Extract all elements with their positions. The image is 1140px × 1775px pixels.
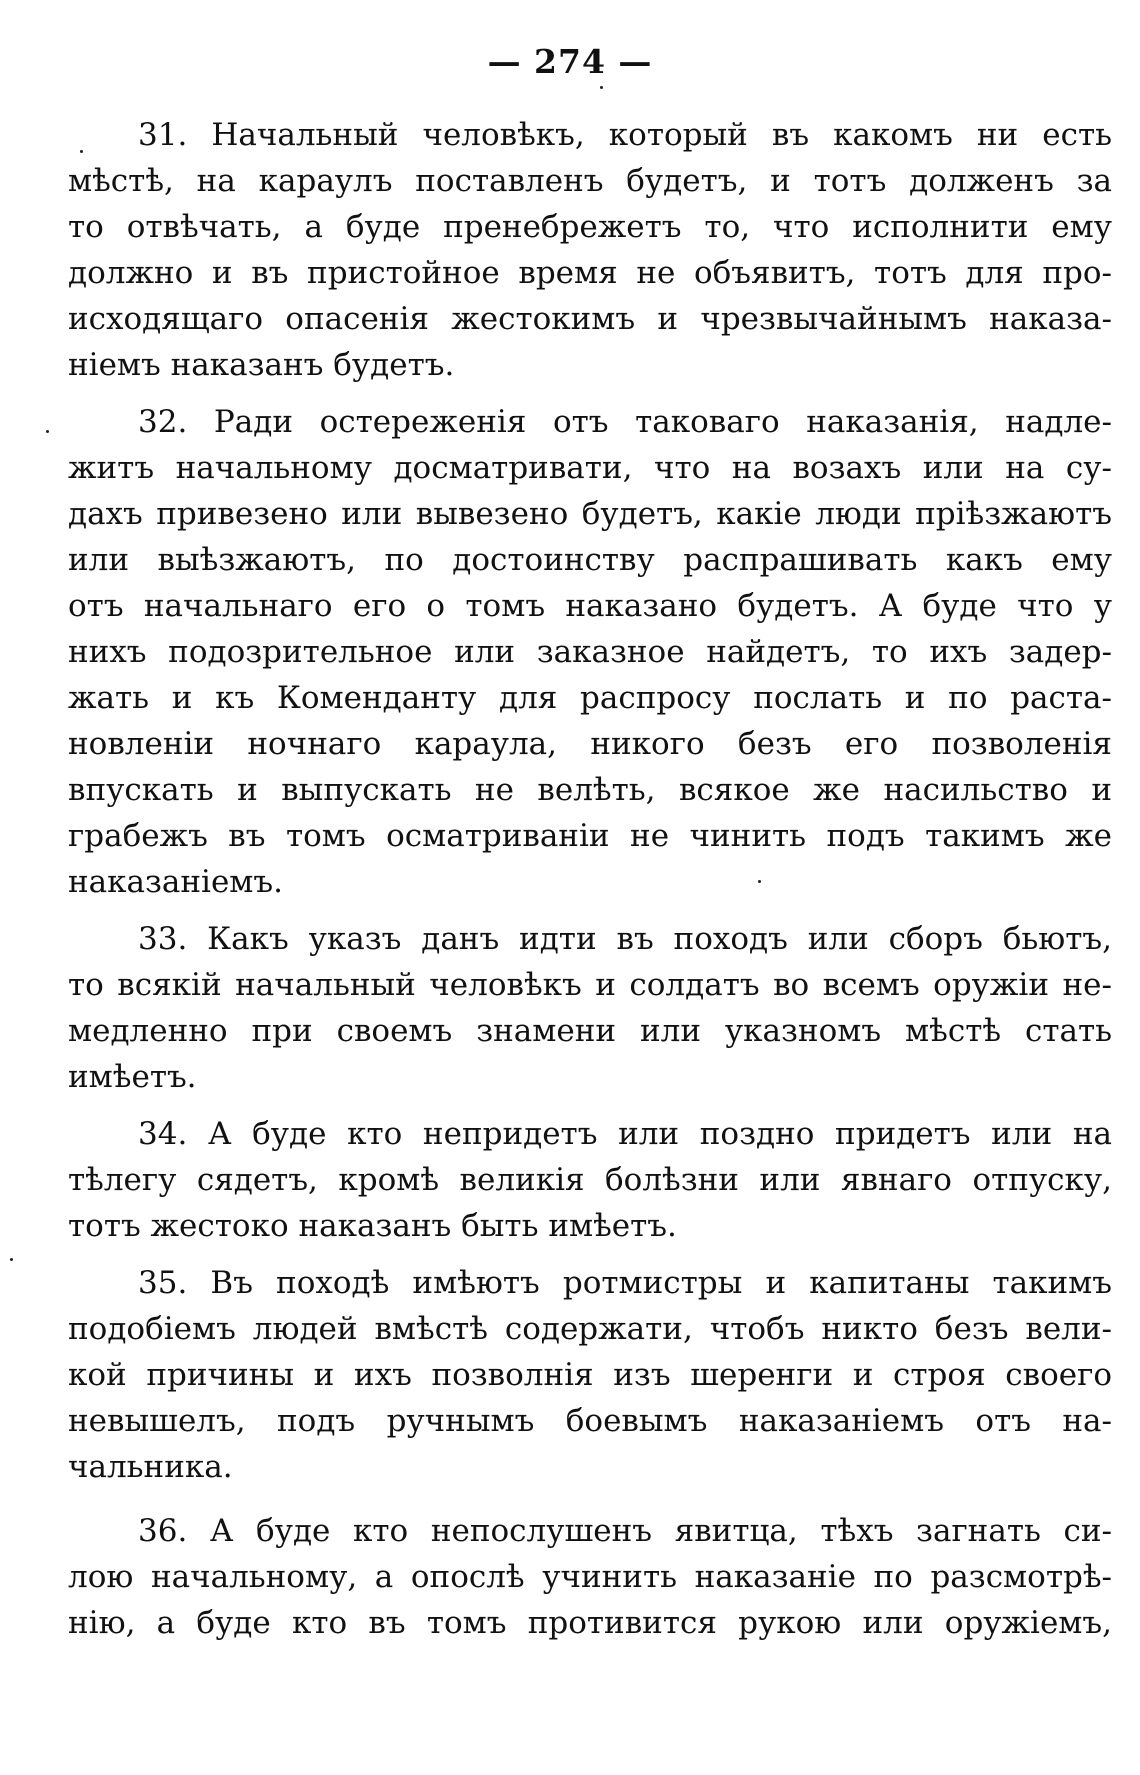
ink-speck (600, 86, 603, 89)
text-line: ніемъ наказанъ будетъ. (68, 347, 455, 383)
text-line: или выѣзжаютъ, по достоинству распрашивать какъ ему (68, 542, 1112, 578)
text-line: дахъ привезено или вывезено будетъ, какіе люди пріѣзжаютъ (68, 496, 1112, 532)
text-line: невышелъ, подъ ручнымъ боевымъ наказаніемъ отъ на- (68, 1403, 1112, 1439)
text-line: 35. Въ походѣ имѣютъ ротмистры и капитаны такимъ (138, 1265, 1112, 1301)
text-line: чальника. (68, 1449, 233, 1485)
text-line: имѣетъ. (68, 1059, 197, 1095)
page-number: — 274 — (487, 42, 653, 81)
article-35 (68, 1260, 1112, 1490)
ink-speck (80, 150, 83, 153)
body-text (68, 112, 1112, 1657)
text-line: исходящаго опасенія жестокимъ и чрезвычайнымъ наказа- (68, 301, 1112, 337)
text-line: 33. Какъ указъ данъ идти въ походъ или сборъ бьютъ, (138, 921, 1112, 957)
text-line: житъ начальному досматривати, что на возахъ или на су- (68, 450, 1112, 486)
text-line: отъ начальнаго его о томъ наказано будетъ. А буде что у (68, 588, 1112, 624)
text-line: тотъ жестоко наказанъ быть имѣетъ. (68, 1208, 677, 1244)
text-line: кой причины и ихъ позволнія изъ шеренги и строя своего (68, 1357, 1112, 1393)
text-line: 36. А буде кто непослушенъ явитца, тѣхъ загнать си- (138, 1513, 1112, 1549)
text-line: нію, а буде кто въ томъ противится рукою или оружіемъ, (68, 1605, 1112, 1641)
text-line: нихъ подозрительное или заказное найдетъ, то ихъ задер- (68, 634, 1112, 670)
article-31 (68, 112, 1112, 388)
text-line: 31. Начальный человѣкъ, который въ какомъ ни есть (138, 117, 1112, 153)
text-line: наказаніемъ. (68, 864, 284, 900)
ink-speck (10, 1258, 13, 1261)
text-line: тѣлегу сядетъ, кромѣ великія болѣзни или явнаго отпуску, (68, 1162, 1112, 1198)
text-line: впускать и выпускать не велѣть, всякое же насильство и (68, 772, 1112, 808)
text-line: жать и къ Коменданту для распросу послать и по растa- (68, 680, 1112, 716)
text-line: мѣстѣ, на караулъ поставленъ будетъ, и тотъ долженъ за (68, 163, 1112, 199)
text-line: то всякій начальный человѣкъ и солдатъ во всемъ оружіи не- (68, 967, 1112, 1003)
text-line: 32. Ради остереженія отъ таковаго наказанія, надле- (138, 404, 1112, 440)
text-line: то отвѣчать, а буде пренебрежетъ то, что исполнити ему (68, 209, 1112, 245)
article-33 (68, 916, 1112, 1100)
article-32 (68, 399, 1112, 905)
article-36 (68, 1508, 1112, 1646)
article-34 (68, 1111, 1112, 1249)
text-line: лою начальному, а опослѣ учинить наказаніе по разсмотрѣ- (68, 1559, 1112, 1595)
text-line: грабежъ въ томъ осматриваніи не чинить подъ такимъ же (68, 818, 1112, 854)
text-line: подобіемъ людей вмѣстѣ содержати, чтобъ никто безъ вели- (68, 1311, 1112, 1347)
text-line: должно и въ пристойное время не объявитъ, тотъ для про- (68, 255, 1112, 291)
text-line: новленіи ночнаго караула, никого безъ его позволенія (68, 726, 1112, 762)
ink-speck (46, 430, 49, 433)
text-line: 34. А буде кто непридетъ или поздно придетъ или на (138, 1116, 1112, 1152)
ink-speck (758, 880, 761, 883)
text-line: медленно при своемъ знамени или указномъ мѣстѣ стать (68, 1013, 1112, 1049)
